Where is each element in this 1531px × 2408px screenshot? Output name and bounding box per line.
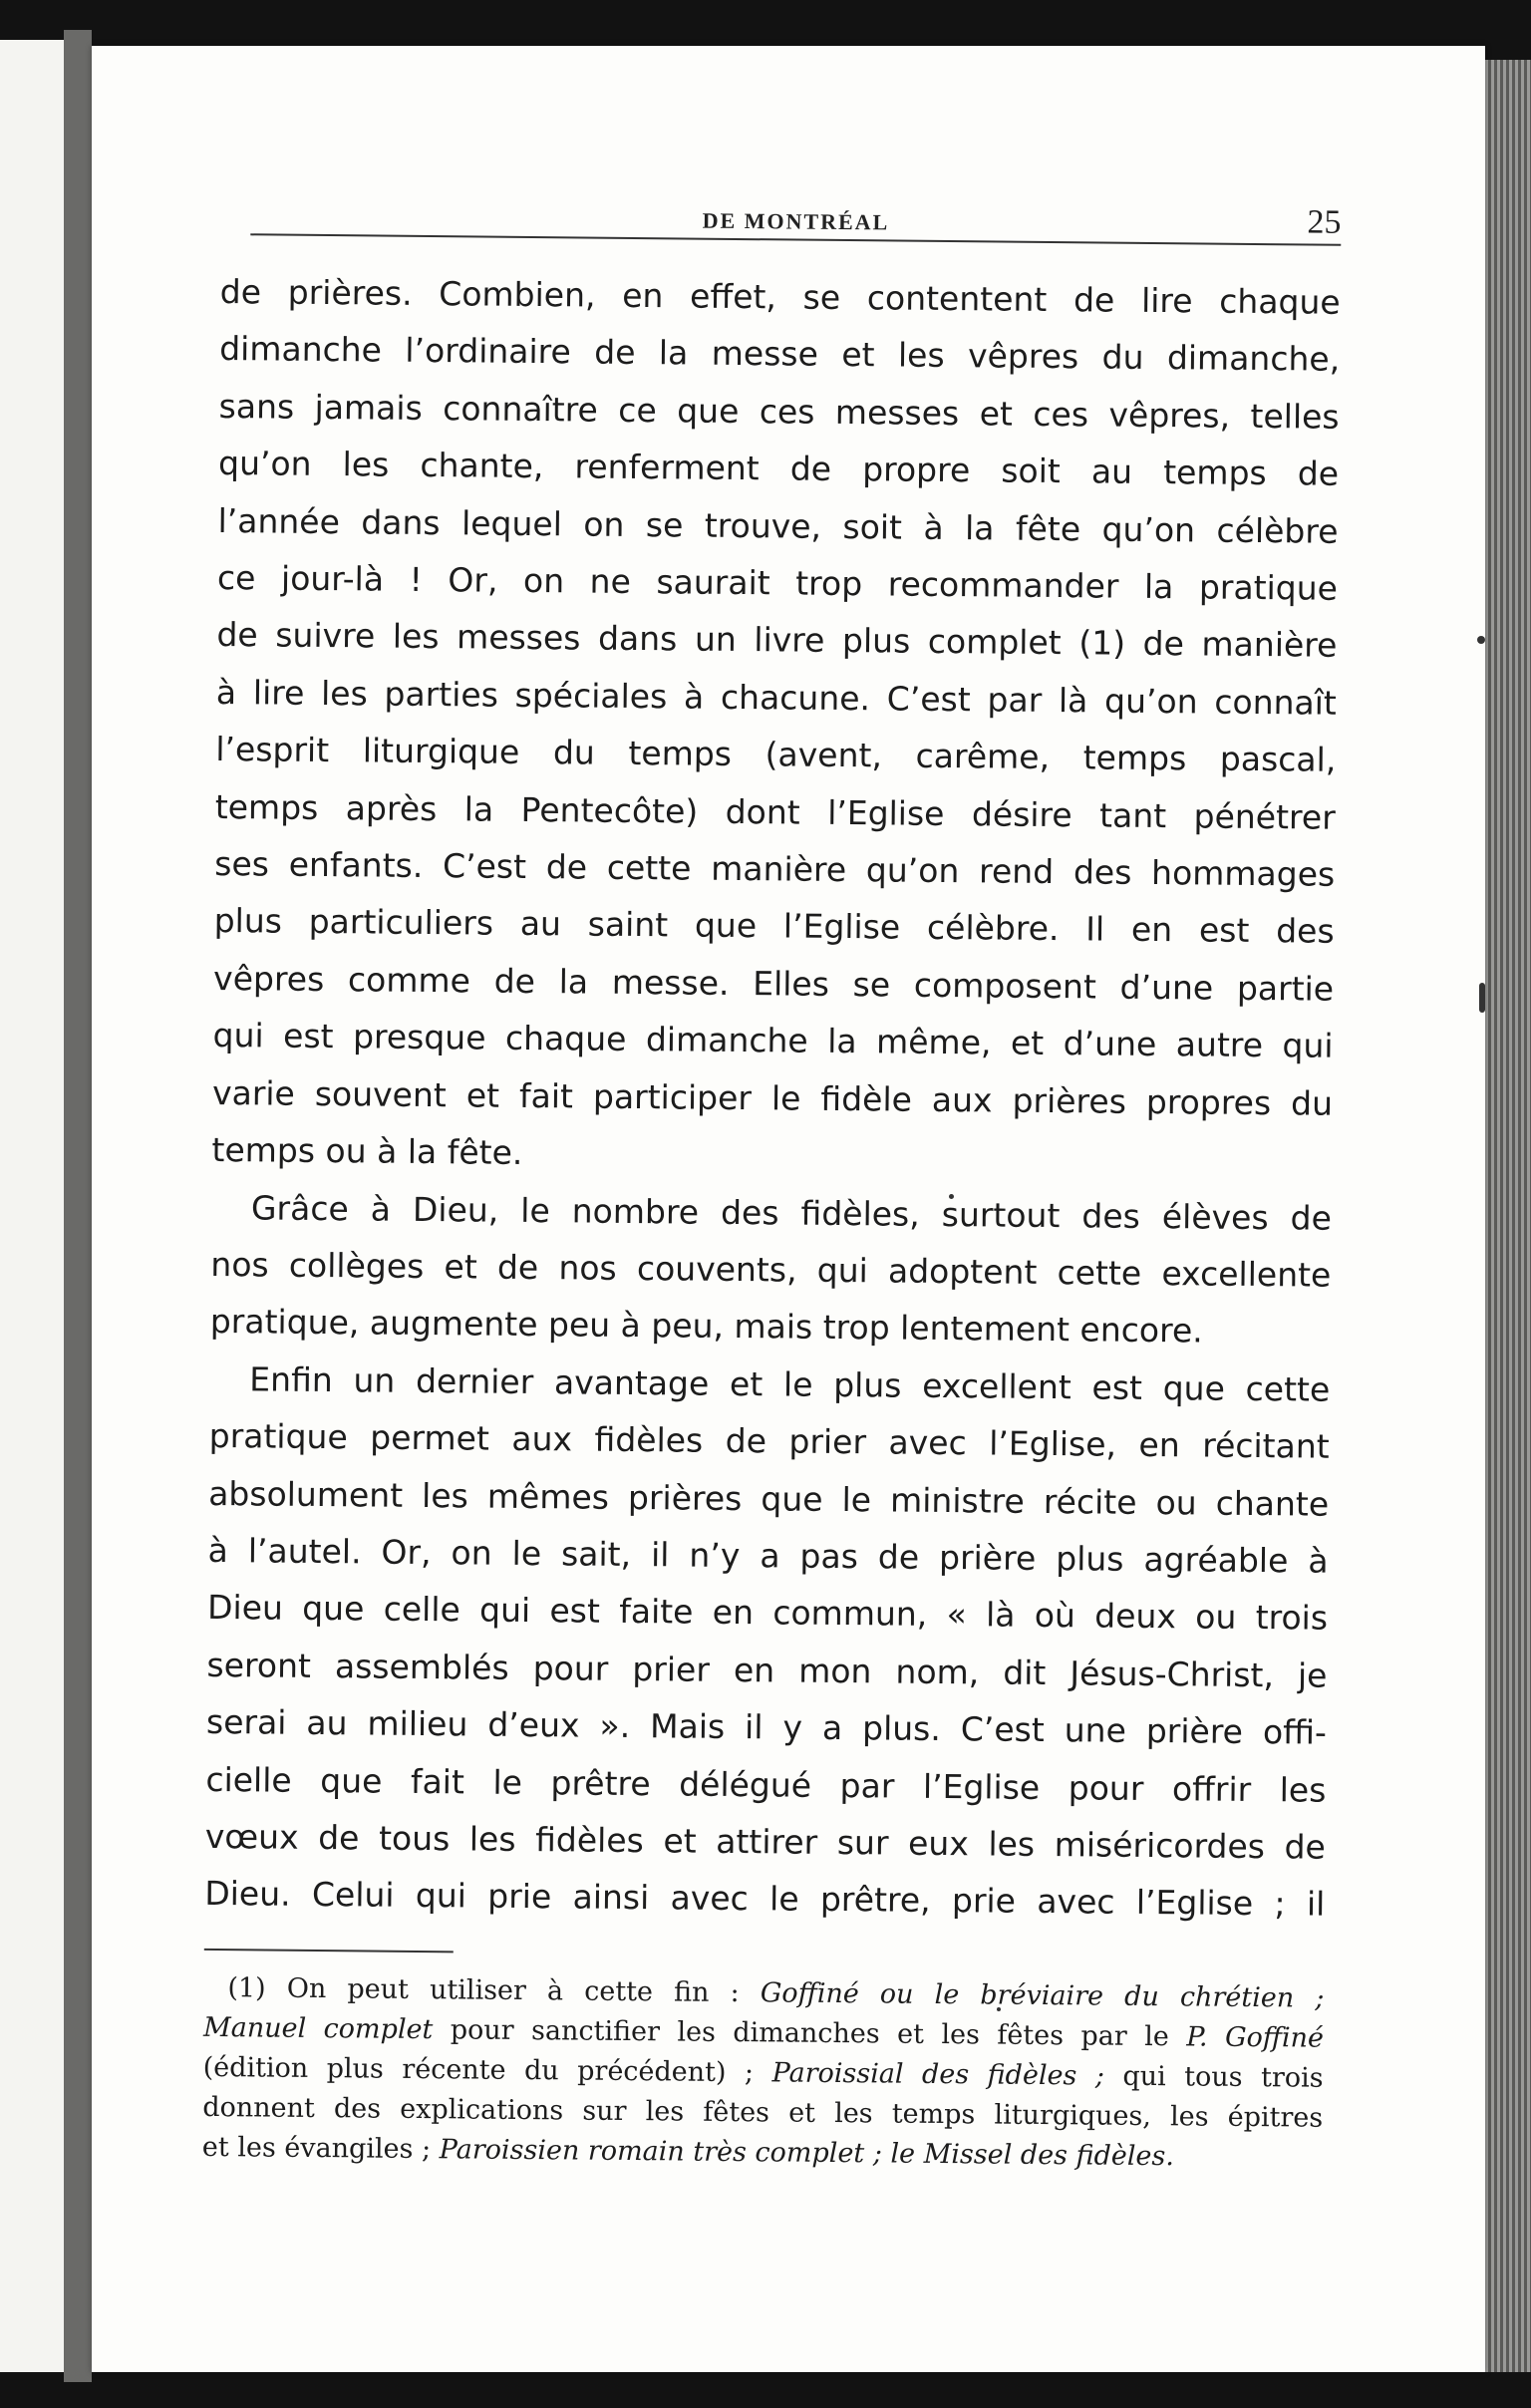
- footnote-text: pour sanctifier les dimanches et les fêtes par le: [433, 2013, 1187, 2053]
- text-line: pratique, augmente peu à peu, mais trop lentement encore.: [209, 1302, 1203, 1351]
- text-line: à l’autel. Or, on le sait, il n’y a pas de prière plus agréable à: [207, 1530, 1329, 1581]
- text-line: Dieu que celle qui est faite en commun, « là où deux ou trois: [206, 1588, 1329, 1639]
- text-line: qu’on les chante, renferment de propre soit au temps de: [217, 444, 1340, 493]
- text-line: absolument les mêmes prières que le ministre récite ou chante: [208, 1473, 1330, 1524]
- text-line: nos collèges et de nos couvents, qui adoptent cette excellente: [210, 1244, 1332, 1295]
- footnote-title: Manuel complet: [202, 2011, 434, 2045]
- text-line: Dieu. Celui qui prie ainsi avec le prêtre, prie avec l’Eglise ; il: [204, 1874, 1326, 1925]
- text-line: seront assemblés pour prier en mon nom, dit Jésus-Christ, je: [206, 1645, 1328, 1695]
- body-text: [204, 263, 1341, 1933]
- page-number: 25: [1307, 203, 1342, 241]
- footnote-rule: [204, 1949, 454, 1953]
- text-line: de suivre les messes dans un livre plus complet (1) de manière: [216, 615, 1338, 666]
- text-line: à lire les parties spéciales à chacune. C’est par là qu’on connaît: [215, 672, 1338, 723]
- text-line: temps ou à la fête.: [211, 1130, 523, 1173]
- text-line: Enfin un dernier avantage et le plus excellent est que cette: [249, 1359, 1331, 1409]
- page-content: [202, 163, 1342, 2178]
- footnote-line: donnent des explications sur les fêtes et les temps liturgiques, les épitres: [202, 2091, 1324, 2134]
- text-line: l’esprit liturgique du temps (avent, carême, temps pascal,: [215, 730, 1337, 780]
- facing-page-edge: [0, 40, 64, 2372]
- footnote-author: P. Goffiné: [1186, 2021, 1325, 2054]
- text-line: cielle que fait le prêtre délégué par l’Eglise pour offrir les: [205, 1759, 1327, 1810]
- book-page: [92, 46, 1485, 2372]
- running-header: [250, 163, 1342, 245]
- footnote-title: Goffiné ou le bréviaire du chrétien ;: [760, 1977, 1325, 2014]
- text-line: qui est presque chaque dimanche la même, et d’une autre qui: [212, 1016, 1334, 1066]
- footnote-title: Paroissial des fidèles ;: [771, 2057, 1105, 2092]
- footnote-text: qui tous trois: [1103, 2060, 1324, 2094]
- footnote-text: (1) On peut utiliser à cette fin :: [227, 1971, 761, 2009]
- text-line: Grâce à Dieu, le nombre des fidèles, surtout des élèves de: [250, 1187, 1333, 1238]
- text-line: pratique permet aux fidèles de prier avec l’Eglise, en récitant: [208, 1416, 1330, 1466]
- text-line: sans jamais connaître ce que ces messes et ces vêpres, telles: [218, 386, 1340, 437]
- page-stack-edge: [1485, 60, 1531, 2372]
- text-line: ce jour-là ! Or, on ne saurait trop recommander la pratique: [216, 558, 1339, 608]
- text-line: dimanche l’ordinaire de la messe et les vêpres du dimanche,: [219, 329, 1341, 380]
- text-line: ses enfants. C’est de cette manière qu’on rend des hommages: [214, 844, 1336, 894]
- text-line: varie souvent et fait participer le fidèle aux prières propres du: [211, 1072, 1334, 1123]
- text-line: de prières. Combien, en effet, se contentent de lire chaque: [219, 271, 1341, 322]
- footnote: [202, 1968, 1325, 2179]
- text-line: vêpres comme de la messe. Elles se composent d’une partie: [212, 958, 1335, 1009]
- text-line: l’année dans lequel on se trouve, soit à la fête qu’on célèbre: [217, 500, 1339, 551]
- text-line: plus particuliers au saint que l’Eglise célèbre. Il en est des: [213, 901, 1335, 952]
- footnote-text: (édition plus récente du précédent) ;: [202, 2051, 772, 2089]
- footnote-title: Paroissien romain très complet ; le Missel des fidèles.: [439, 2133, 1175, 2173]
- book-gutter: [64, 30, 92, 2382]
- footnote-text: et les évangiles ;: [201, 2131, 440, 2165]
- text-line: temps après la Pentecôte) dont l’Eglise désire tant pénétrer: [214, 786, 1336, 837]
- text-line: serai au milieu d’eux ». Mais il y a plus. C’est une prière offi-: [205, 1702, 1328, 1752]
- running-title: DE MONTRÉAL: [702, 207, 890, 235]
- text-line: vœux de tous les fidèles et attirer sur eux les miséricordes de: [204, 1816, 1327, 1867]
